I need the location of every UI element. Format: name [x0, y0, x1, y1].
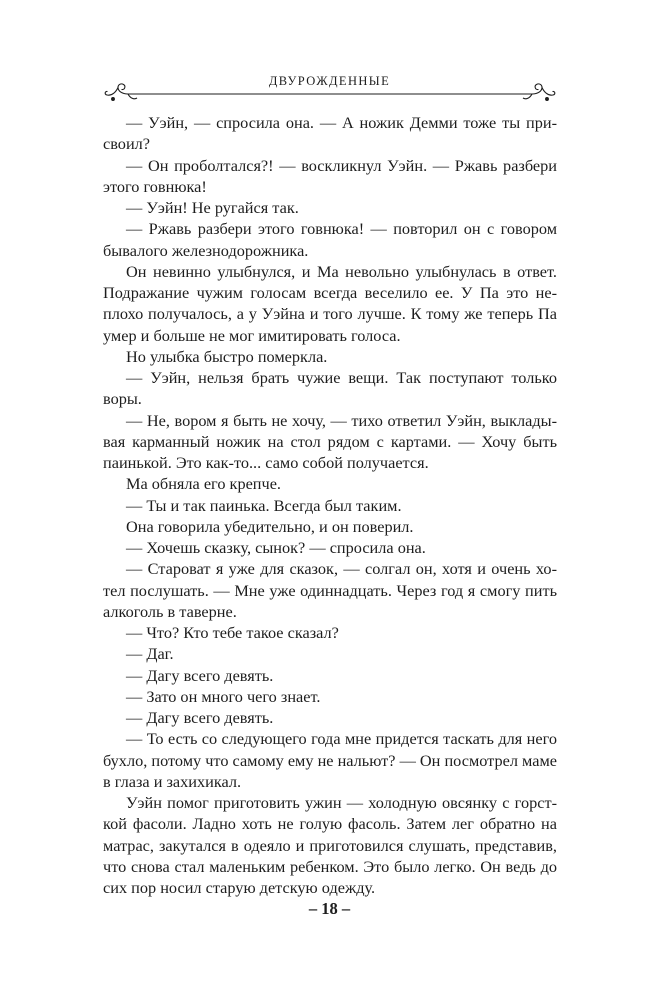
paragraph: Уэйн помог приготовить ужин — холодную овсянку с горсткой фасоли. Ладно хоть не голую фасоль. Затем лег обратно на матрас, закутался в одеяло и приготовился слушать, представив, что снова стал маленьким ребенком. Это было легко. Он ведь до сих пор носил старую детскую одежду.: [103, 793, 557, 897]
paragraph: — То есть со следующего года мне придется таскать для него бухло, потому что самому ему не нальют? — Он посмотрел маме в глаза и захихикал.: [103, 729, 558, 791]
paragraph: — Ржавь разбери этого говнюка! — повторил он с говором бывалого железнодорожника.: [103, 219, 557, 260]
paragraph: — Зато он много чего знает.: [126, 686, 321, 706]
paragraph: — Уэйн! Не ругайся так.: [126, 198, 299, 217]
paragraph: — Уэйн, — спросила она. — А ножик Демми тоже ты присвоил?: [103, 113, 557, 154]
scroll-ornament-icon: [104, 82, 556, 104]
paragraph: — Дагу всего девять.: [126, 708, 274, 727]
paragraph: Но улыбка быстро померкла.: [126, 346, 328, 366]
paragraph: — Староват я уже для сказок, — солгал он, хотя и очень хотел послушать. — Мне уже одиннадцать. Через год я смогу пить алкоголь в таверне.: [103, 559, 557, 621]
paragraph: — Хочешь сказку, сынок? — спросила она.: [126, 538, 426, 557]
paragraph: Он невинно улыбнулся, и Ма невольно улыбнулась в ответ. Подражание чужим голосам всегда веселило ее. У Па это неплохо получалось, а у Уэйна и того лучше. К тому же теперь Па умер и больше не мог имитировать голоса.: [103, 261, 557, 345]
paragraph: — Не, вором я быть не хочу, — тихо ответил Уэйн, выкладывая карманный ножик на стол рядом с картами. — Хочу быть паинькой. Это как-то... само собой получается.: [103, 410, 557, 472]
paragraph: — Что? Кто тебе такое сказал?: [126, 623, 339, 642]
page-number: – 18 –: [308, 899, 351, 918]
paragraph: Ма обняла его крепче.: [126, 474, 282, 494]
running-header: ДВУРОЖДЕННЫЕ: [268, 74, 391, 88]
paragraph: — Он проболтался?! — воскликнул Уэйн. — Ржавь разбери этого говнюка!: [103, 155, 557, 196]
paragraph: — Ты и так паинька. Всегда был таким.: [126, 495, 402, 515]
paragraph: Она говорила убедительно, и он поверил.: [126, 516, 414, 536]
paragraph: — Дагу всего девять.: [126, 665, 274, 685]
body-text: [103, 112, 557, 898]
paragraph: — Уэйн, нельзя брать чужие вещи. Так поступают только воры.: [103, 368, 557, 409]
paragraph: — Даг.: [126, 644, 174, 664]
